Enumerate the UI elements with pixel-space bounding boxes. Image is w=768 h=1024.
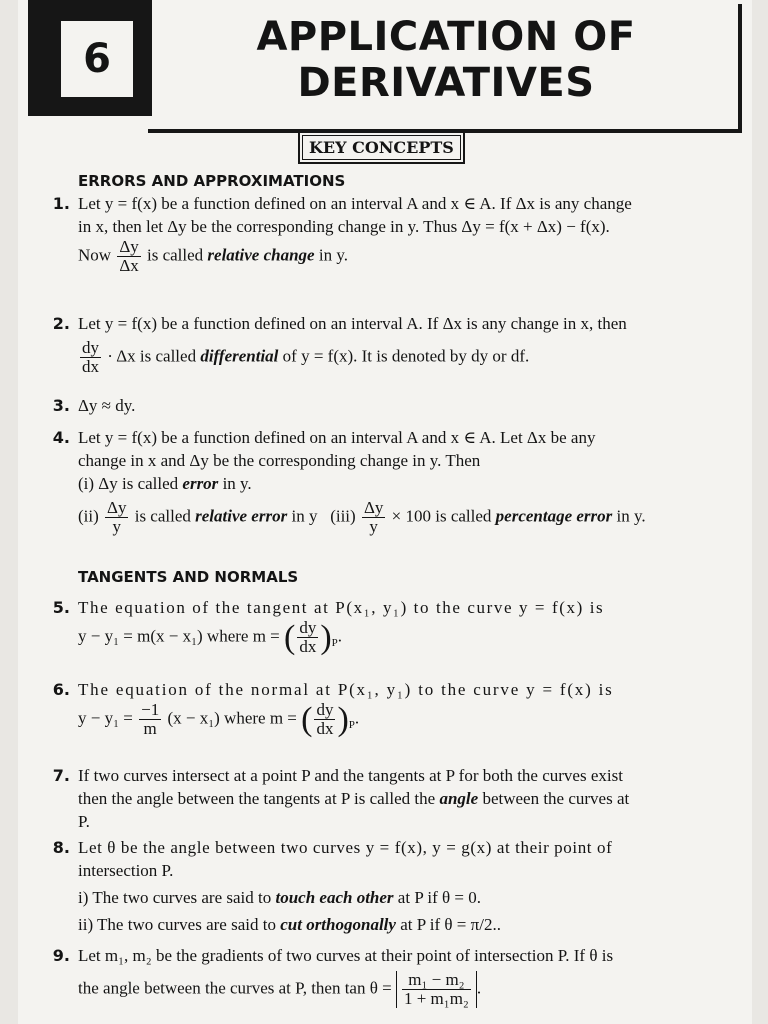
text-run: y − y₁ = [78, 708, 133, 728]
bracket: ) [320, 619, 332, 656]
text-run: in y. [616, 506, 646, 526]
text-run: × 100 is called [391, 506, 492, 526]
item-text [78, 701, 742, 738]
numerator: dy [316, 700, 334, 719]
text-run: then the angle between the tangents at P is called the [78, 789, 436, 808]
section-heading-errors: ERRORS AND APPROXIMATIONS [78, 172, 346, 190]
chapter-number: 6 [58, 18, 136, 100]
fraction [314, 701, 335, 738]
denominator: y [112, 517, 121, 536]
numerator: Δy [107, 498, 127, 517]
fraction [402, 971, 471, 1008]
item-number: 9. [52, 946, 70, 965]
item-number: 8. [52, 838, 70, 857]
text-run: in y. [222, 474, 252, 493]
numerator: m₁ − m₂ [402, 971, 471, 990]
key-term: touch each other [275, 888, 394, 907]
item-number: 7. [52, 766, 70, 785]
concept-item-2 [48, 312, 742, 376]
denominator: y [369, 517, 378, 536]
denominator: dx [299, 637, 317, 656]
denominator: dx [82, 357, 99, 376]
fraction [297, 619, 318, 656]
text-run: . [337, 626, 343, 646]
chapter-title [166, 14, 726, 106]
item-text: The equation of the normal at P(x₁, y₁) to the curve y = f(x) is [78, 680, 614, 699]
denominator: dx [316, 719, 334, 738]
item-text: P. [78, 812, 90, 831]
text-run: of y = f(x). It is denoted by dy or df. [282, 346, 530, 366]
fraction [117, 238, 140, 275]
absolute-value [396, 971, 477, 1008]
text-run: . [354, 708, 360, 728]
concept-item-5 [48, 596, 742, 656]
item-number: 3. [52, 396, 70, 415]
text-run: between the curves at [482, 789, 630, 808]
fraction [362, 499, 385, 536]
key-term: relative error [195, 506, 288, 526]
chapter-title-line-1: APPLICATION OF [256, 14, 636, 60]
key-term: relative change [207, 245, 315, 265]
text-run: the angle between the curves at P, then tan θ = [78, 978, 392, 998]
fraction [105, 499, 128, 536]
item-text [78, 619, 742, 656]
item-text: If two curves intersect at a point P and the tangents at P for both the curves exist [78, 766, 623, 785]
item-number: 6. [52, 680, 70, 699]
denominator: m [143, 719, 157, 738]
key-term: percentage error [495, 506, 613, 526]
chapter-title-line-2: DERIVATIVES [297, 60, 595, 106]
textbook-page [18, 0, 752, 1024]
item-text [78, 886, 742, 909]
item-text [78, 971, 742, 1008]
numerator: dy [82, 338, 99, 357]
text-run: Now [78, 245, 112, 265]
text-run: y − y₁ = m(x − x₁) where m = [78, 626, 280, 646]
item-text: in x, then let Δy be the corresponding change in y. Thus Δy = f(x + Δx) − f(x). [78, 217, 610, 236]
text-run: is called [134, 506, 191, 526]
numerator: −1 [141, 700, 160, 719]
subscript: P [348, 718, 355, 731]
denominator: 1 + m₁m₂ [403, 989, 469, 1008]
item-text [78, 499, 742, 536]
item-number: 4. [52, 428, 70, 447]
key-concepts-label: KEY CONCEPTS [302, 135, 461, 160]
text-run: . [476, 978, 482, 998]
key-term: error [182, 474, 219, 493]
section-heading-tangents: TANGENTS AND NORMALS [78, 568, 299, 586]
item-text: Let m₁, m₂ be the gradients of two curves at their point of intersection P. If θ is [78, 946, 614, 965]
text-run: in y [291, 506, 318, 526]
item-text [78, 238, 742, 275]
item-text: Δy ≈ dy. [78, 396, 136, 415]
text-run: (i) Δy is called [78, 474, 179, 493]
key-concepts-banner [298, 131, 465, 164]
bracket: ( [284, 619, 296, 656]
item-text [78, 913, 742, 936]
item-number: 5. [52, 598, 70, 617]
text-run: ii) The two curves are said to [78, 915, 276, 934]
text-run: i) The two curves are said to [78, 888, 272, 907]
item-text: Let θ be the angle between two curves y = f(x), y = g(x) at their point of [78, 838, 613, 857]
key-term: differential [200, 346, 279, 366]
concept-item-8 [48, 836, 742, 936]
fraction [80, 339, 101, 376]
item-number: 2. [52, 314, 70, 333]
key-term: angle [439, 789, 479, 808]
item-text [78, 472, 742, 495]
item-text: intersection P. [78, 861, 174, 880]
text-run: at P if θ = π/2.. [400, 915, 501, 934]
text-run: (ii) [78, 506, 99, 526]
concept-item-3 [48, 394, 742, 417]
item-text [78, 787, 742, 810]
numerator: dy [299, 618, 317, 637]
denominator: Δx [119, 256, 139, 275]
concept-item-7 [48, 764, 742, 833]
text-run: (iii) [330, 506, 356, 526]
item-text: change in x and Δy be the corresponding change in y. Then [78, 451, 481, 470]
item-text: Let y = f(x) be a function defined on an interval A and x ∈ A. If Δx is any change [78, 194, 632, 213]
chapter-number-box [28, 0, 152, 116]
numerator: Δy [119, 237, 139, 256]
text-run: · Δx is called [107, 346, 197, 366]
text-run: in y. [318, 245, 348, 265]
concept-item-6 [48, 678, 742, 738]
item-number: 1. [52, 194, 70, 213]
fraction [139, 701, 161, 738]
text-run: is called [147, 245, 204, 265]
bracket: ( [301, 701, 313, 738]
key-term: cut orthogonally [280, 915, 396, 934]
item-text: The equation of the tangent at P(x₁, y₁) to the curve y = f(x) is [78, 598, 605, 617]
concept-item-1 [48, 192, 742, 275]
item-text [78, 339, 742, 376]
subscript: P [331, 636, 338, 649]
text-run: at P if θ = 0. [397, 888, 482, 907]
concept-item-4 [48, 426, 742, 536]
item-text: Let y = f(x) be a function defined on an interval A. If Δx is any change in x, then [78, 314, 627, 333]
numerator: Δy [363, 498, 384, 517]
item-text: Let y = f(x) be a function defined on an interval A and x ∈ A. Let Δx be any [78, 428, 596, 447]
bracket: ) [337, 701, 349, 738]
text-run: (x − x₁) where m = [167, 708, 297, 728]
concept-item-9 [48, 944, 742, 1008]
